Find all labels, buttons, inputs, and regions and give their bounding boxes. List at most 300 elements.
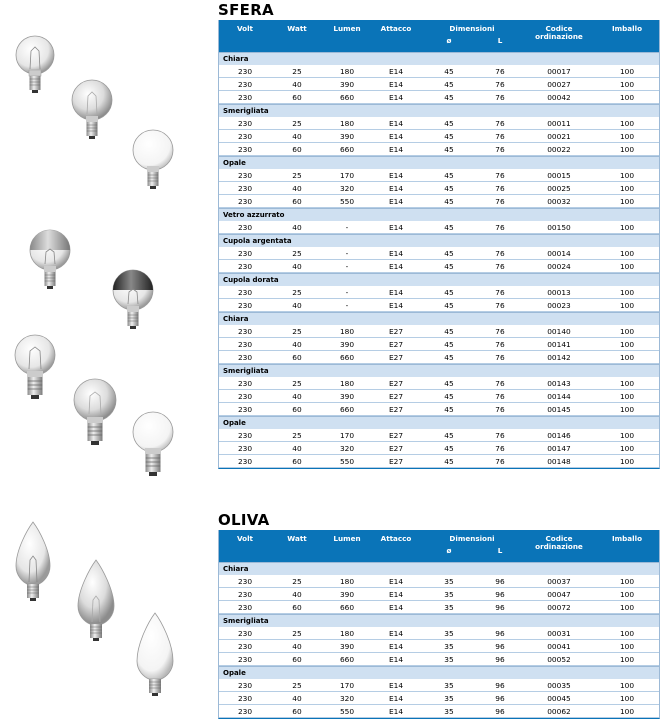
cell-diameter: 35 <box>444 681 454 690</box>
oliva-table <box>218 530 660 719</box>
cell-watt: 60 <box>292 707 302 716</box>
header-watt: Watt <box>287 24 307 33</box>
cell-volt: 230 <box>237 577 253 586</box>
cell-volt: 230 <box>237 197 253 206</box>
cell-imballo: 100 <box>619 629 635 638</box>
cell-diameter: 35 <box>444 642 454 651</box>
cell-diameter: 45 <box>444 457 454 466</box>
cell-imballo: 100 <box>619 145 635 154</box>
cell-watt: 60 <box>292 603 302 612</box>
cell-imballo: 100 <box>619 249 635 258</box>
cell-diameter: 45 <box>444 184 454 193</box>
cell-lumen: 550 <box>339 457 355 466</box>
cell-length: 76 <box>495 392 505 401</box>
cell-length: 76 <box>495 223 505 232</box>
sfera-section <box>218 2 660 469</box>
header-imballo: Imballo <box>611 534 643 543</box>
table-row <box>219 182 659 195</box>
cell-watt: 60 <box>292 457 302 466</box>
cell-codice: 00013 <box>547 288 571 297</box>
table-row <box>219 455 659 468</box>
cell-length: 76 <box>495 93 505 102</box>
cell-lumen: 390 <box>339 132 355 141</box>
table-row <box>219 351 659 364</box>
cell-watt: 25 <box>292 431 302 440</box>
cell-diameter: 35 <box>444 707 454 716</box>
cell-watt: 40 <box>292 223 302 232</box>
cell-diameter: 45 <box>444 379 454 388</box>
cell-volt: 230 <box>237 288 253 297</box>
cell-codice: 00017 <box>547 67 571 76</box>
cell-codice: 00143 <box>547 379 571 388</box>
cell-attacco: E27 <box>388 353 404 362</box>
cell-imballo: 100 <box>619 223 635 232</box>
cell-attacco: E14 <box>388 681 404 690</box>
table-row <box>219 299 659 312</box>
category-label: Smerigliata <box>219 104 659 117</box>
cell-length: 76 <box>495 132 505 141</box>
cell-volt: 230 <box>237 392 253 401</box>
cell-attacco: E27 <box>388 431 404 440</box>
bulb-sfera-dark-crown <box>113 270 153 329</box>
header-lumen: Lumen <box>333 534 361 543</box>
cell-codice: 00027 <box>547 80 571 89</box>
cell-lumen: 180 <box>339 577 355 586</box>
cell-watt: 60 <box>292 353 302 362</box>
cell-watt: 25 <box>292 288 302 297</box>
cell-imballo: 100 <box>619 171 635 180</box>
cell-attacco: E27 <box>388 379 404 388</box>
cell-attacco: E14 <box>388 67 404 76</box>
cell-watt: 40 <box>292 590 302 599</box>
table-row <box>219 588 659 601</box>
cell-diameter: 45 <box>444 197 454 206</box>
cell-length: 76 <box>495 288 505 297</box>
cell-watt: 40 <box>292 301 302 310</box>
table-row <box>219 705 659 718</box>
cell-lumen: - <box>345 301 349 310</box>
cell-length: 76 <box>495 145 505 154</box>
cell-attacco: E14 <box>388 223 404 232</box>
cell-volt: 230 <box>237 590 253 599</box>
cell-codice: 00015 <box>547 171 571 180</box>
cell-volt: 230 <box>237 681 253 690</box>
cell-imballo: 100 <box>619 93 635 102</box>
cell-length: 96 <box>495 629 505 638</box>
cell-watt: 25 <box>292 379 302 388</box>
cell-watt: 25 <box>292 119 302 128</box>
cell-volt: 230 <box>237 340 253 349</box>
cell-imballo: 100 <box>619 353 635 362</box>
cell-codice: 00140 <box>547 327 571 336</box>
table-row <box>219 286 659 299</box>
cell-lumen: - <box>345 249 349 258</box>
header-lumen: Lumen <box>333 24 361 33</box>
cell-codice: 00011 <box>547 119 571 128</box>
cell-lumen: 660 <box>339 603 355 612</box>
sfera-title: SFERA <box>218 1 274 19</box>
table-row <box>219 78 659 91</box>
cell-attacco: E14 <box>388 288 404 297</box>
sfera-table-body <box>219 52 659 468</box>
cell-diameter: 45 <box>444 353 454 362</box>
cell-volt: 230 <box>237 379 253 388</box>
header-attacco: Attacco <box>380 534 412 543</box>
table-row <box>219 575 659 588</box>
cell-diameter: 45 <box>444 145 454 154</box>
category-label: Vetro azzurrato <box>219 208 659 221</box>
cell-length: 76 <box>495 67 505 76</box>
cell-watt: 60 <box>292 93 302 102</box>
cell-watt: 60 <box>292 655 302 664</box>
cell-length: 76 <box>495 197 505 206</box>
cell-codice: 00045 <box>547 694 571 703</box>
cell-volt: 230 <box>237 655 253 664</box>
cell-imballo: 100 <box>619 301 635 310</box>
cell-diameter: 45 <box>444 171 454 180</box>
cell-diameter: 35 <box>444 694 454 703</box>
cell-imballo: 100 <box>619 379 635 388</box>
cell-imballo: 100 <box>619 707 635 716</box>
bulb-sfera-frosted-e14 <box>72 80 112 139</box>
cell-attacco: E14 <box>388 262 404 271</box>
cell-length: 96 <box>495 681 505 690</box>
header-codice: Codice <box>545 24 573 33</box>
cell-diameter: 45 <box>444 288 454 297</box>
cell-volt: 230 <box>237 132 253 141</box>
cell-length: 76 <box>495 431 505 440</box>
cell-codice: 00014 <box>547 249 571 258</box>
cell-lumen: 170 <box>339 681 355 690</box>
cell-length: 96 <box>495 577 505 586</box>
cell-attacco: E14 <box>388 132 404 141</box>
bulb-sfera-clear-e27 <box>15 335 55 399</box>
table-row <box>219 640 659 653</box>
cell-codice: 00062 <box>547 707 571 716</box>
cell-imballo: 100 <box>619 590 635 599</box>
cell-lumen: 660 <box>339 405 355 414</box>
table-row <box>219 91 659 104</box>
cell-length: 96 <box>495 694 505 703</box>
bulb-oliva-frosted <box>78 560 114 641</box>
category-label: Smerigliata <box>219 614 659 627</box>
cell-watt: 60 <box>292 405 302 414</box>
cell-attacco: E14 <box>388 184 404 193</box>
cell-diameter: 35 <box>444 629 454 638</box>
cell-codice: 00021 <box>547 132 571 141</box>
cell-codice: 00041 <box>547 642 571 651</box>
cell-codice: 00147 <box>547 444 571 453</box>
cell-volt: 230 <box>237 171 253 180</box>
table-row <box>219 442 659 455</box>
cell-watt: 25 <box>292 629 302 638</box>
cell-codice: 00148 <box>547 457 571 466</box>
cell-codice: 00141 <box>547 340 571 349</box>
cell-length: 76 <box>495 327 505 336</box>
cell-attacco: E14 <box>388 655 404 664</box>
header-volt: Volt <box>236 534 253 543</box>
cell-imballo: 100 <box>619 288 635 297</box>
cell-lumen: 390 <box>339 392 355 401</box>
cell-watt: 40 <box>292 80 302 89</box>
cell-attacco: E14 <box>388 93 404 102</box>
cell-diameter: 45 <box>444 431 454 440</box>
cell-imballo: 100 <box>619 132 635 141</box>
cell-lumen: - <box>345 223 349 232</box>
cell-length: 76 <box>495 405 505 414</box>
table-row <box>219 65 659 78</box>
bulb-sfera-frosted-e27 <box>74 379 116 445</box>
table-row <box>219 377 659 390</box>
cell-attacco: E14 <box>388 145 404 154</box>
cell-imballo: 100 <box>619 681 635 690</box>
cell-lumen: 660 <box>339 655 355 664</box>
table-row <box>219 692 659 705</box>
category-label: Cupola dorata <box>219 273 659 286</box>
cell-codice: 00142 <box>547 353 571 362</box>
cell-length: 76 <box>495 80 505 89</box>
cell-diameter: 45 <box>444 444 454 453</box>
cell-lumen: 180 <box>339 379 355 388</box>
cell-volt: 230 <box>237 457 253 466</box>
cell-imballo: 100 <box>619 457 635 466</box>
cell-length: 76 <box>495 444 505 453</box>
cell-watt: 40 <box>292 444 302 453</box>
cell-lumen: 320 <box>339 184 355 193</box>
cell-volt: 230 <box>237 405 253 414</box>
cell-attacco: E27 <box>388 444 404 453</box>
cell-length: 76 <box>495 301 505 310</box>
cell-codice: 00146 <box>547 431 571 440</box>
header-attacco: Attacco <box>380 24 412 33</box>
cell-attacco: E14 <box>388 119 404 128</box>
cell-attacco: E27 <box>388 457 404 466</box>
table-row <box>219 143 659 156</box>
cell-imballo: 100 <box>619 327 635 336</box>
cell-attacco: E27 <box>388 392 404 401</box>
table-row <box>219 429 659 442</box>
oliva-title: OLIVA <box>218 511 270 529</box>
category-label: Chiara <box>219 562 659 575</box>
header-volt: Volt <box>236 24 253 33</box>
cell-length: 76 <box>495 457 505 466</box>
cell-attacco: E14 <box>388 629 404 638</box>
cell-volt: 230 <box>237 119 253 128</box>
cell-attacco: E14 <box>388 197 404 206</box>
cell-lumen: - <box>345 288 349 297</box>
cell-imballo: 100 <box>619 119 635 128</box>
cell-lumen: 320 <box>339 694 355 703</box>
cell-imballo: 100 <box>619 184 635 193</box>
cell-length: 76 <box>495 353 505 362</box>
cell-lumen: 660 <box>339 353 355 362</box>
header-diameter: ø <box>446 36 452 45</box>
cell-imballo: 100 <box>619 340 635 349</box>
cell-lumen: 390 <box>339 340 355 349</box>
category-label: Smerigliata <box>219 364 659 377</box>
cell-watt: 25 <box>292 327 302 336</box>
cell-watt: 40 <box>292 392 302 401</box>
table-row <box>219 338 659 351</box>
cell-lumen: 320 <box>339 444 355 453</box>
cell-lumen: - <box>345 262 349 271</box>
category-label: Opale <box>219 416 659 429</box>
table-row <box>219 627 659 640</box>
cell-watt: 40 <box>292 262 302 271</box>
category-label: Chiara <box>219 312 659 325</box>
header-dimensioni: Dimensioni <box>449 24 495 33</box>
cell-codice: 00150 <box>547 223 571 232</box>
cell-imballo: 100 <box>619 655 635 664</box>
header-ordinazione: ordinazione <box>535 32 583 41</box>
cell-codice: 00025 <box>547 184 571 193</box>
table-row <box>219 221 659 234</box>
cell-watt: 40 <box>292 184 302 193</box>
cell-attacco: E14 <box>388 249 404 258</box>
cell-attacco: E14 <box>388 603 404 612</box>
cell-watt: 25 <box>292 67 302 76</box>
cell-length: 76 <box>495 262 505 271</box>
cell-attacco: E14 <box>388 590 404 599</box>
cell-codice: 00022 <box>547 145 571 154</box>
cell-attacco: E27 <box>388 405 404 414</box>
cell-diameter: 45 <box>444 301 454 310</box>
bulb-oliva-opal <box>137 613 173 696</box>
cell-lumen: 180 <box>339 629 355 638</box>
table-row <box>219 653 659 666</box>
cell-volt: 230 <box>237 431 253 440</box>
bulb-sfera-opal-e14 <box>133 130 173 189</box>
cell-volt: 230 <box>237 603 253 612</box>
table-row <box>219 260 659 273</box>
cell-volt: 230 <box>237 145 253 154</box>
cell-lumen: 390 <box>339 642 355 651</box>
table-row <box>219 679 659 692</box>
cell-volt: 230 <box>237 353 253 362</box>
sfera-table <box>218 20 660 469</box>
cell-lumen: 550 <box>339 707 355 716</box>
cell-diameter: 45 <box>444 119 454 128</box>
category-label: Chiara <box>219 52 659 65</box>
bulb-illustrations <box>0 0 215 726</box>
category-label: Cupola argentata <box>219 234 659 247</box>
header-watt: Watt <box>287 534 307 543</box>
cell-diameter: 45 <box>444 327 454 336</box>
cell-codice: 00024 <box>547 262 571 271</box>
cell-volt: 230 <box>237 80 253 89</box>
cell-volt: 230 <box>237 184 253 193</box>
oliva-table-header <box>219 530 659 562</box>
cell-imballo: 100 <box>619 694 635 703</box>
cell-lumen: 180 <box>339 327 355 336</box>
cell-watt: 40 <box>292 642 302 651</box>
table-row <box>219 169 659 182</box>
cell-length: 76 <box>495 340 505 349</box>
cell-imballo: 100 <box>619 642 635 651</box>
cell-imballo: 100 <box>619 197 635 206</box>
cell-attacco: E14 <box>388 707 404 716</box>
cell-imballo: 100 <box>619 67 635 76</box>
cell-watt: 25 <box>292 249 302 258</box>
cell-volt: 230 <box>237 223 253 232</box>
cell-lumen: 180 <box>339 67 355 76</box>
cell-codice: 00072 <box>547 603 571 612</box>
header-diameter: ø <box>446 546 452 555</box>
bulb-oliva-clear <box>16 522 50 601</box>
cell-codice: 00035 <box>547 681 571 690</box>
cell-volt: 230 <box>237 93 253 102</box>
cell-codice: 00144 <box>547 392 571 401</box>
cell-imballo: 100 <box>619 80 635 89</box>
cell-diameter: 45 <box>444 392 454 401</box>
cell-volt: 230 <box>237 301 253 310</box>
cell-diameter: 45 <box>444 249 454 258</box>
cell-diameter: 45 <box>444 93 454 102</box>
cell-watt: 40 <box>292 132 302 141</box>
cell-volt: 230 <box>237 249 253 258</box>
cell-volt: 230 <box>237 444 253 453</box>
bulb-sfera-opal-e27 <box>133 412 173 476</box>
cell-imballo: 100 <box>619 603 635 612</box>
cell-imballo: 100 <box>619 444 635 453</box>
oliva-section <box>218 512 660 719</box>
cell-watt: 40 <box>292 340 302 349</box>
cell-attacco: E27 <box>388 327 404 336</box>
table-row <box>219 247 659 260</box>
table-row <box>219 601 659 614</box>
cell-codice: 00032 <box>547 197 571 206</box>
cell-imballo: 100 <box>619 577 635 586</box>
cell-length: 76 <box>495 249 505 258</box>
cell-attacco: E14 <box>388 171 404 180</box>
cell-length: 76 <box>495 119 505 128</box>
cell-lumen: 550 <box>339 197 355 206</box>
category-label: Opale <box>219 156 659 169</box>
cell-watt: 25 <box>292 577 302 586</box>
cell-attacco: E14 <box>388 301 404 310</box>
header-dimensioni: Dimensioni <box>449 534 495 543</box>
cell-diameter: 45 <box>444 67 454 76</box>
cell-volt: 230 <box>237 262 253 271</box>
bulb-sfera-clear-e14 <box>16 36 54 93</box>
cell-length: 96 <box>495 655 505 664</box>
cell-attacco: E14 <box>388 80 404 89</box>
cell-lumen: 660 <box>339 93 355 102</box>
cell-diameter: 45 <box>444 340 454 349</box>
cell-codice: 00023 <box>547 301 571 310</box>
cell-watt: 25 <box>292 171 302 180</box>
header-imballo: Imballo <box>611 24 643 33</box>
cell-length: 96 <box>495 590 505 599</box>
cell-watt: 60 <box>292 145 302 154</box>
cell-length: 96 <box>495 707 505 716</box>
cell-imballo: 100 <box>619 431 635 440</box>
cell-attacco: E27 <box>388 340 404 349</box>
cell-diameter: 45 <box>444 80 454 89</box>
sfera-table-header <box>219 20 659 52</box>
cell-attacco: E14 <box>388 577 404 586</box>
cell-imballo: 100 <box>619 392 635 401</box>
cell-volt: 230 <box>237 707 253 716</box>
cell-diameter: 45 <box>444 262 454 271</box>
table-row <box>219 130 659 143</box>
cell-watt: 40 <box>292 694 302 703</box>
table-row <box>219 195 659 208</box>
cell-lumen: 170 <box>339 431 355 440</box>
bulb-sfera-silver-crown <box>30 230 70 289</box>
cell-diameter: 35 <box>444 590 454 599</box>
header-ordinazione: ordinazione <box>535 542 583 551</box>
